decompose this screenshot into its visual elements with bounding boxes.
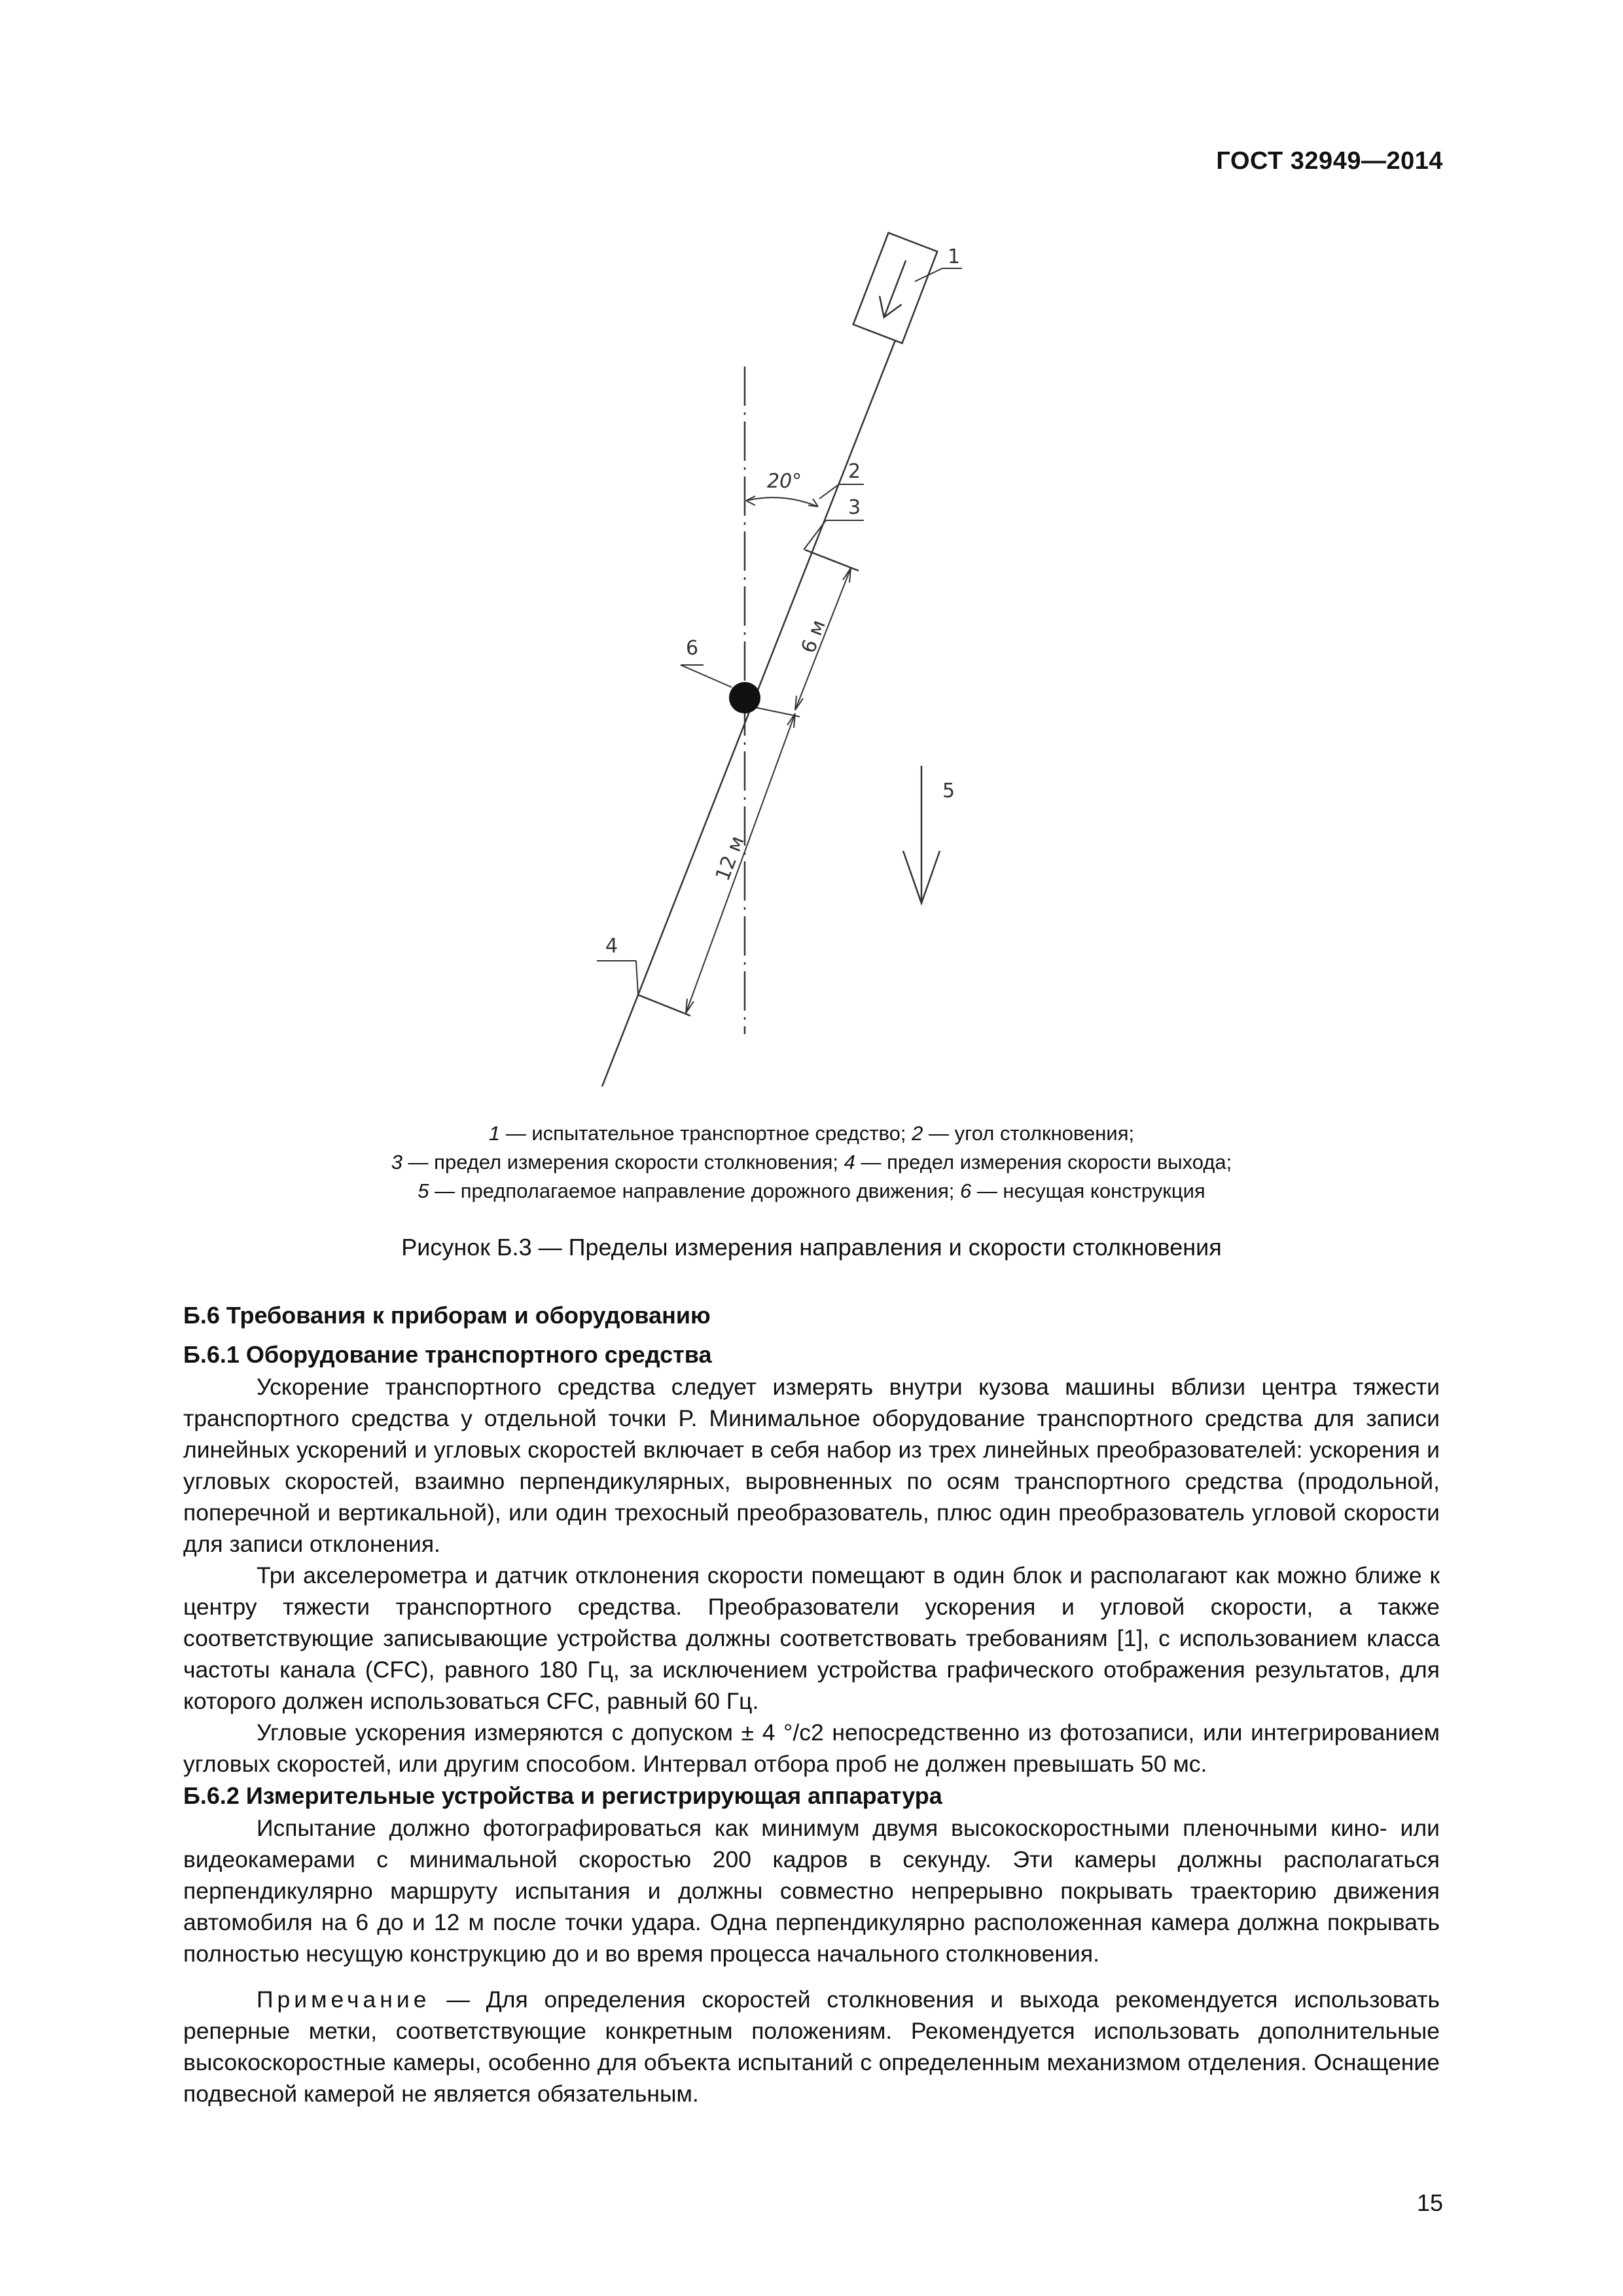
standard-id-header: ГОСТ 32949—2014 (1216, 147, 1443, 175)
angle-label: 20° (767, 470, 802, 493)
body-text (183, 1299, 1440, 2109)
dimension-6m-label: 6 м (796, 617, 830, 656)
dimension-12m-label: 12 м (711, 833, 749, 884)
page-number: 15 (1416, 2189, 1443, 2216)
traffic-direction-arrow (903, 766, 940, 903)
section-b61-title: Б.6.1 Оборудование транспортного средства (183, 1341, 712, 1368)
support-structure-dot (729, 682, 760, 713)
label-5: 5 (942, 780, 955, 802)
note-text: — Для определения скоростей столкновения и выхода рекомендуется использовать реперные метки, соответствующие конкретным положениям. Рекомендуется использовать дополнительные высокоскоростные камеры, особенно для объекта испытаний с определенным механизмом отделения. Оснащение подвесной камерой не является обязательным. (183, 1986, 1440, 2107)
paragraph-b61-3: Угловые ускорения измеряются с допуском ± 4 °/с2 непосредственно из фотозаписи, или интегрированием угловых скоростей, или другим способом. Интервал отбора проб не должен превышать 50 мс. (183, 1719, 1440, 1777)
limit-line-exit (638, 995, 690, 1016)
angle-arc (746, 497, 818, 507)
collision-diagram (0, 0, 1623, 1113)
section-b62-title: Б.6.2 Измерительные устройства и регистрирующая аппаратура (183, 1782, 942, 1809)
legend-line-1: 1 — испытательное транспортное средство; 2 — угол столкновения; (488, 1122, 1135, 1145)
note-paragraph (183, 1984, 1440, 2109)
figure-caption: Рисунок Б.3 — Пределы измерения направления и скорости столкновения (401, 1234, 1222, 1261)
note-label: Примечание (257, 1986, 431, 2013)
trajectory-line (602, 340, 895, 1086)
label-3: 3 (848, 496, 861, 519)
label-6: 6 (686, 637, 699, 660)
legend-line-2: 3 — предел измерения скорости столкновения; 4 — предел измерения скорости выхода; (391, 1151, 1232, 1174)
paragraph-b61-2: Три акселерометра и датчик отклонения скорости помещают в один блок и располагают как можно ближе к центру тяжести транспортного средства. Преобразователи ускорения и угловой скорости, а также соответствующие записывающие устройства должны соответствовать требованиям [1], с использованием класса частоты канала (CFC), равного 180 Гц, за исключением устройства графического отображения результатов, для которого должен использоваться CFC, равный 60 Гц. (183, 1562, 1440, 1714)
figure-legend (183, 1119, 1440, 1206)
figure-b3 (0, 0, 1623, 1113)
section-b6-title: Б.6 Требования к приборам и оборудованию (183, 1302, 711, 1329)
label-2: 2 (848, 460, 861, 483)
paragraph-b62-1: Испытание должно фотографироваться как минимум двумя высокоскоростными пленочными кино- или видеокамерами с минимальной скоростью 200 кадров в секунду. Эти камеры должны располагаться перпендикулярно маршруту испытания и должны совместно непрерывно покрывать траекторию движения автомобиля на 6 до и 12 м после точки удара. Одна перпендикулярно расположенная камера должна покрывать полностью несущую конструкцию до и во время процесса начального столкновения. (183, 1815, 1440, 1967)
paragraph-b61-1: Ускорение транспортного средства следует измерять внутри кузова машины вблизи центра тяжести транспортного средства у отдельной точки P. Минимальное оборудование транспортного средства для записи линейных ускорений и угловых скоростей включает в себя набор из трех линейных преобразователей: ускорения и угловых скоростей, взаимно перпендикулярных, выровненных по осям транспортного средства (продольной, поперечной и вертикальной), или один трехосный преобразователь, плюс один преобразователь угловой скорости для записи отклонения. (183, 1374, 1440, 1557)
test-vehicle (853, 233, 937, 344)
legend-line-3: 5 — предполагаемое направление дорожного движения; 6 — несущая конструкция (418, 1179, 1205, 1202)
limit-line-collision (805, 550, 859, 571)
label-4: 4 (605, 935, 618, 958)
label-1: 1 (948, 245, 961, 268)
